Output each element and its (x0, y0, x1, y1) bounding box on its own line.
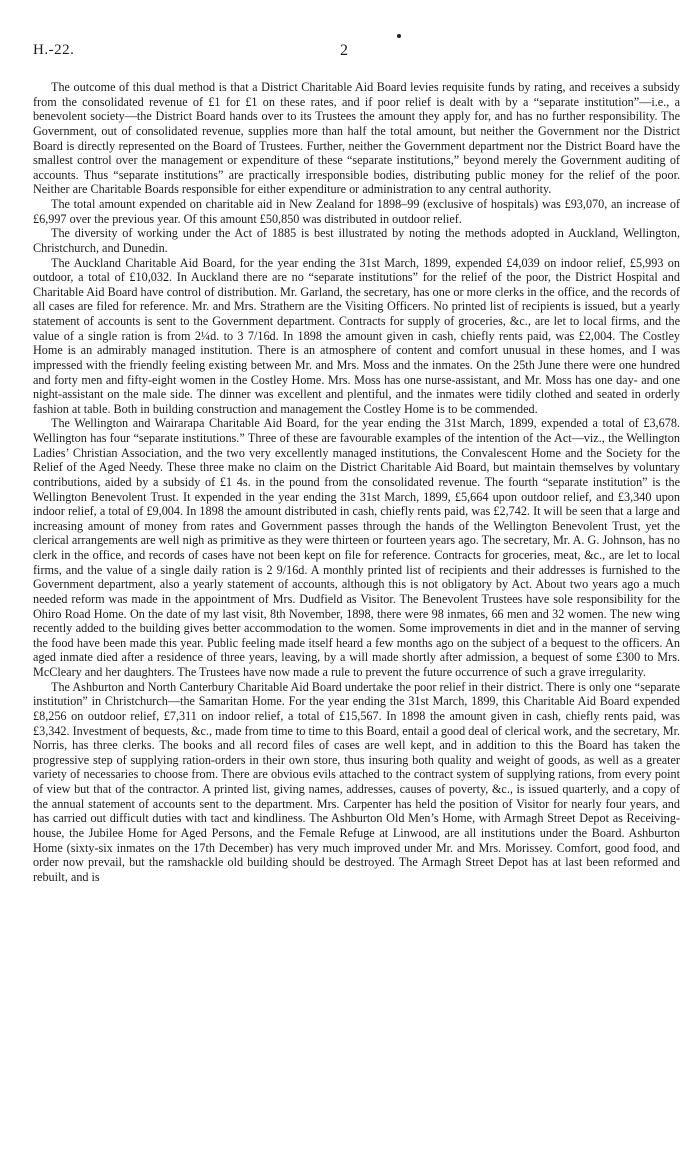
paragraph-ashburton: The Ashburton and North Canterbury Charitable Aid Board undertake the poor relief in their district. There is only one “separate institution” in Christchurch—the Samaritan Home. For the year ending the 31st March, 1899, this Charitable Aid Board expended £8,256 on outdoor relief, £7,311 on indoor relief, a total of £15,567. In 1898 the amount given in cash, chiefly rents paid, was £3,342. Investment of bequests, &c., made from time to time to this Board, entail a good deal of clerical work, and the secretary, Mr. Norris, has three clerks. The books and all record files of cases are well kept, and in addition to this the Board has taken the progressive step of supplying ration-orders in their own store, thus insuring both quality and weight of goods, as well as a greater variety of necessaries to choose from. There are obvious evils attached to the contract system of supplying rations, from every point of view but that of the contractor. A printed list, giving names, addresses, causes of poverty, &c., is issued quarterly, and a copy of the annual statement of accounts sent to the department. Mrs. Carpenter has held the position of Visitor for nearly four years, and has carried out difficult duties with tact and kindliness. The Ashburton Old Men’s Home, with Armagh Street Depot as Receiving-house, the Jubilee Home for Aged Persons, and the Female Refuge at Linwood, are all institutions under the Board. Ashburton Home (sixty-six inmates on the 17th December) has very much improved under Mr. and Mrs. Morissey. Comfort, good food, and order now prevail, but the ramshackle old building should be destroyed. The Armagh Street Depot has at last been reformed and rebuilt, and is (33, 679, 680, 884)
paragraph-wellington: The Wellington and Wairarapa Charitable Aid Board, for the year ending the 31st March, 1899, expended a total of £3,678. Wellington has four “separate institutions.” Three of these are favourable examples of the intention of the Act—viz., the Wellington Ladies’ Christian Association, and the two very excellently managed institutions, the Convalescent Home and the Society for the Relief of the Aged Needy. These three make no claim on the District Charitable Aid Board, but maintain themselves by voluntary contributions, aided by a subsidy of £1 4s. in the pound from the consolidated revenue. The fourth “separate institution” is the Wellington Benevolent Trust. It expended in the year ending the 31st March, 1899, £5,664 upon outdoor relief, and £3,340 upon indoor relief, a total of £9,004. In 1898 the amount distributed in cash, chiefly rents paid, was £2,742. It will be seen that a large and increasing amount of money from rates and Government passes through the hands of the Wellington Benevolent Trust, yet the clerical arrangements are well nigh as primitive as they were thirteen or fourteen years ago. The secretary, Mr. A. G. Johnson, has no clerk in the office, and records of cases have not been kept on file for reference. Contracts for groceries, meat, &c., are let to local firms, and the value of a single daily ration is 2 9/16d. A monthly printed list of recipients and their addresses is furnished to the Government department, also a yearly statement of accounts, although this is not obligatory by Act. About two years ago a much needed reform was made in the appointment of Mrs. Dudfield as Visitor. The Benevolent Trustees have sole responsibility for the Ohiro Road Home. On the date of my last visit, 8th November, 1898, there were 98 inmates, 66 men and 32 women. The new wing recently added to the building gives better accommodation to the women. Some improvements in diet and in the manner of serving the food have been made this year. Public feeling made itself heard a few months ago on the subject of a bequest to the officers. An aged inmate died after a residence of three years, leaving, by a will made shortly after admission, a bequest of some £300 to Mrs. McCleary and her daughters. The Trustees have now made a rule to prevent the future occurrence of such a grave irregularity. (33, 416, 680, 679)
paragraph-auckland: The Auckland Charitable Aid Board, for the year ending the 31st March, 1899, expended £4,039 on indoor relief, £5,993 on outdoor, a total of £10,032. In Auckland there are no “separate institutions” for the relief of the poor, the District Hospital and Charitable Aid Board have control of distribution. Mr. Garland, the secretary, has one or more clerks in the office, and the records of all cases are filed for reference. Mr. and Mrs. Strathern are the Visiting Officers. No printed list of recipients is issued, but a yearly statement of accounts is sent to the Government department. Contracts for supply of groceries, &c., are let to local firms, and the value of a single ration is from 2¼d. to 3 7/16d. In 1898 the amount given in cash, chiefly rents paid, was £2,004. The Costley Home is an admirably managed institution. There is an atmosphere of content and comfort unusual in these homes, and I was impressed with the friendly feeling existing between Mr. and Mrs. Moss and the inmates. On the 25th June there were one hundred and forty men and fifty-eight women in the Costley Home. Mrs. Moss has one nurse-assistant, and Mr. Moss has one day- and one night-assistant on the male side. The dinner was excellent and plentiful, and the inmates were tidily clothed and seated in orderly fashion at table. Both in building construction and management the Costley Home is to be commended. (33, 255, 680, 416)
paragraph-total-expenditure: The total amount expended on charitable aid in New Zealand for 1898–99 (exclusive of hospitals) was £93,070, an increase of £6,997 over the previous year. Of this amount £50,850 was distributed in outdoor relief. (33, 197, 680, 226)
print-mark (397, 34, 401, 38)
document-reference: H.-22. (33, 42, 75, 58)
paragraph-diversity: The diversity of working under the Act of 1885 is best illustrated by noting the methods adopted in Auckland, Wellington, Christchurch, and Dunedin. (33, 226, 680, 255)
page-number: 2 (340, 42, 348, 59)
paragraph-dual-method: The outcome of this dual method is that a District Charitable Aid Board levies requisite funds by rating, and receives a subsidy from the consolidated revenue of £1 for £1 on these rates, and if poor relief is dealt with by a “separate institution”—i.e., a benevolent society—the District Board hands over to its Trustees the amount they apply for, and has no further responsibility. The Government, out of consolidated revenue, supplies more than half the total amount, but neither the Government nor the District Board is directly represented on the Board of Trustees. Further, neither the Government department nor the District Board have the smallest control over the management or expenditure of these “separate institutions,” beyond merely the Government auditing of accounts. Thus “separate institutions” are practically irresponsible bodies, distributing public money for the relief of the poor. Neither are Charitable Boards responsible for either expenditure or administration to any central authority. (33, 80, 680, 197)
document-body (33, 80, 680, 884)
